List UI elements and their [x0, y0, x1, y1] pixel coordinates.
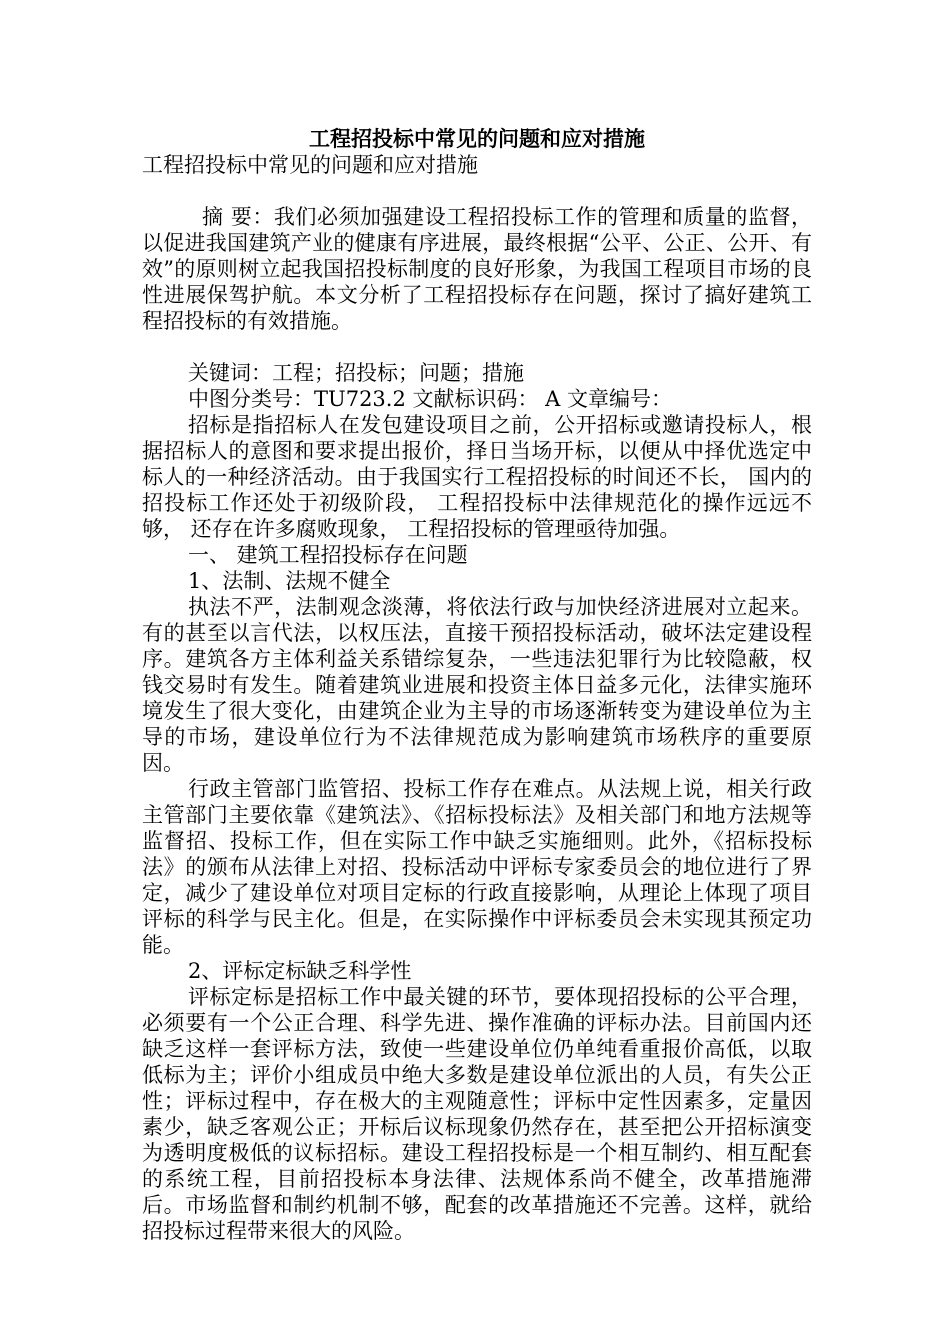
document-body — [142, 126, 812, 1244]
subsection-1-paragraph-2: 行政主管部门监管招、投标工作存在难点。从法规上说，相关行政主管部门主要依靠《建筑法》、《招标投标法》及相关部门和地方法规等监督招、投标工作，但在实际工作中缺乏实施细则。此外，《招标投标法》的颁布从法律上对招、投标活动中评标专家委员会的地位进行了界定，减少了建设单位对项目定标的行政直接影响，从理论上体现了项目评标的科学与民主化。但是，在实际操作中评标委员会未实现其预定功能。 — [142, 777, 812, 957]
intro-paragraph: 招标是指招标人在发包建设项目之前，公开招标或邀请投标人，根据招标人的意图和要求提出报价，择日当场开标，以便从中择优选定中标人的一种经济活动。由于我国实行工程招投标的时间还不长， 国内的招投标工作还处于初级阶段， 工程招投标中法律规范化的操作远远不够， 还存在许多腐败现象， 工程招投标的管理亟待加强。 — [142, 413, 812, 541]
subsection-heading-1: 1、法制、法规不健全 — [188, 569, 391, 593]
blank-line — [142, 334, 812, 360]
subsection-heading-2: 2、评标定标缺乏科学性 — [188, 959, 412, 983]
section-heading-1: 一、 建筑工程招投标存在问题 — [188, 543, 468, 567]
subsection-1-paragraph-1: 执法不严，法制观念淡薄，将依法行政与加快经济进展对立起来。有的甚至以言代法，以权压法，直接干预招投标活动，破坏法定建设程序。建筑各方主体利益关系错综复杂，一些违法犯罪行为比较隐蔽，权钱交易时有发生。随着建筑业进展和投资主体日益多元化，法律实施环境发生了很大变化，由建筑企业为主导的市场逐渐转变为建设单位为主导的市场，建设单位行为不法律规范成为影响建筑市场秩序的重要原因。 — [142, 595, 812, 775]
blank-line — [142, 178, 812, 204]
abstract-paragraph: 摘 要：我们必须加强建设工程招投标工作的管理和质量的监督，以促进我国建筑产业的健康有序进展，最终根据“公平、公正、公开、有效”的原则树立起我国招投标制度的良好形象，为我国工程项目市场的良性进展保驾护航。本文分析了工程招投标存在问题，探讨了搞好建筑工程招投标的有效措施。 — [142, 205, 812, 333]
document-subtitle: 工程招投标中常见的问题和应对措施 — [142, 153, 478, 177]
subsection-2-paragraph-1: 评标定标是招标工作中最关键的环节，要体现招投标的公平合理，必须要有一个公正合理、科学先进、操作准确的评标办法。目前国内还缺乏这样一套评标方法，致使一些建设单位仍单纯看重报价高低，以取低标为主；评价小组成员中绝大多数是建设单位派出的人员，有失公正性；评标过程中，存在极大的主观随意性；评标中定性因素多，定量因素少，缺乏客观公正；开标后议标现象仍然存在，甚至把公开招标演变为透明度极低的议标招标。建设工程招投标是一个相互制约、相互配套的系统工程，目前招投标本身法律、法规体系尚不健全，改革措施滞后。市场监督和制约机制不够，配套的改革措施还不完善。这样，就给招投标过程带来很大的风险。 — [142, 985, 812, 1243]
classification-line: 中图分类号：TU723.2 文献标识码： A 文章编号： — [188, 387, 673, 411]
keywords-line: 关键词：工程；招投标；问题；措施 — [188, 361, 524, 385]
document-title: 工程招投标中常见的问题和应对措施 — [309, 126, 645, 151]
